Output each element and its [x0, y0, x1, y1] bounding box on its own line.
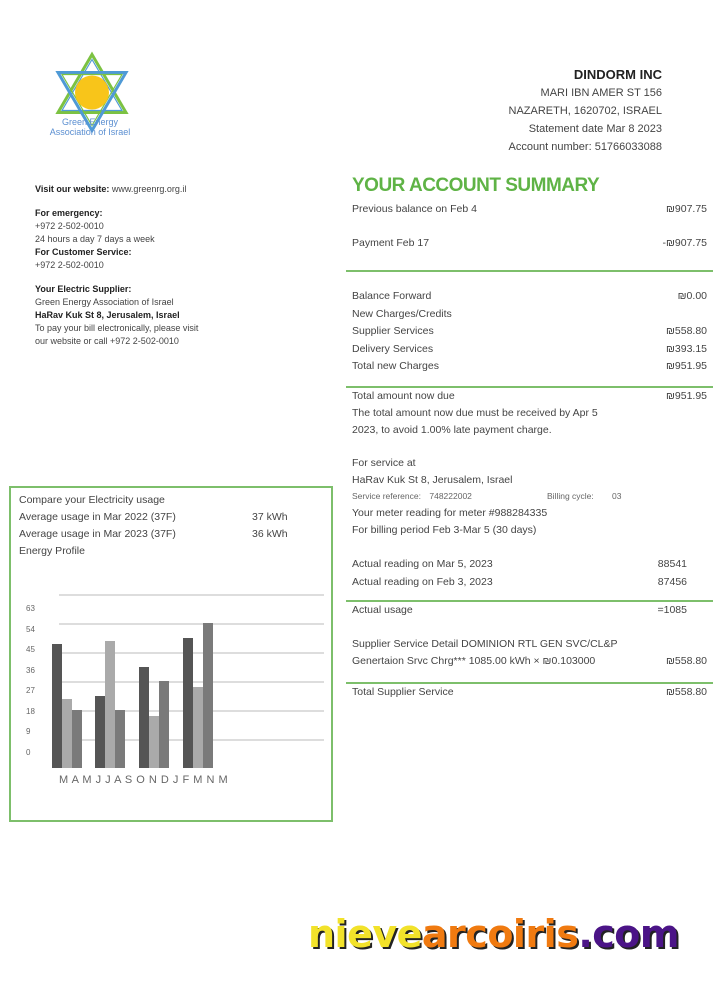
- balance-forward-row: [352, 290, 707, 302]
- row-value: ₪951.95: [665, 390, 707, 402]
- account-summary-title: YOUR ACCOUNT SUMMARY: [352, 175, 600, 196]
- y-tick-label: 54: [26, 624, 35, 634]
- billing-period: For billing period Feb 3-Mar 5 (30 days): [352, 524, 537, 536]
- avg-2022-value: 37 kWh: [252, 511, 288, 523]
- chart-bar: [105, 641, 115, 768]
- for-service-at: For service at: [352, 457, 416, 469]
- address-line-1: MARI IBN AMER ST 156: [540, 87, 662, 99]
- y-tick-label: 63: [26, 604, 35, 613]
- chart-bar: [159, 681, 169, 768]
- customer-address-block: [508, 66, 662, 156]
- chart-x-axis: M A M J J A S O N D J F M N M: [59, 774, 229, 786]
- pay-note-1: To pay your bill electronically, please visit: [35, 323, 199, 333]
- row-value: ₪558.80: [665, 655, 707, 667]
- total-supplier-row: [352, 686, 707, 698]
- logo-line-1: Green Energy: [61, 117, 119, 127]
- chart-bars: [15, 580, 315, 768]
- reading-current-row: [352, 558, 707, 570]
- y-tick-label: 18: [26, 706, 35, 716]
- row-label: Payment Feb 17: [352, 237, 430, 249]
- chart-bar: [193, 687, 203, 768]
- due-note-2: 2023, to avoid 1.00% late payment charge.: [352, 424, 552, 436]
- website-link[interactable]: www.greenrg.org.il: [111, 184, 187, 194]
- due-note-1: The total amount now due must be received by Apr 5: [352, 407, 598, 419]
- pay-note-2: our website or call +972 2-502-0010: [35, 336, 179, 346]
- total-new-charges-row: [352, 360, 707, 372]
- avg-2023-value: 36 kWh: [252, 528, 288, 540]
- row-value: ₪951.95: [665, 360, 707, 372]
- chart-bar: [115, 710, 125, 768]
- chart-bar: [52, 644, 62, 768]
- row-value: -₪907.75: [662, 237, 707, 249]
- row-label: Previous balance on Feb 4: [352, 203, 477, 215]
- chart-bar: [72, 710, 82, 768]
- logo-caption: [30, 117, 150, 137]
- row-value: =1085: [657, 604, 687, 616]
- watermark-logo: [308, 912, 679, 956]
- energy-profile-label: Energy Profile: [19, 545, 85, 557]
- divider: [346, 600, 713, 602]
- address-line-2: NAZARETH, 1620702, ISRAEL: [508, 105, 662, 117]
- row-value: 88541: [657, 558, 687, 570]
- contact-info: [35, 183, 295, 348]
- chart-bar: [139, 667, 149, 769]
- usage-comparison: [19, 492, 309, 560]
- row-label: Actual usage: [352, 604, 413, 616]
- row-value: 87456: [657, 576, 687, 588]
- service-address: HaRav Kuk St 8, Jerusalem, Israel: [352, 474, 513, 486]
- watermark-part-2: arcoiris: [421, 912, 579, 956]
- chart-bar: [95, 696, 105, 769]
- y-tick-label: 27: [26, 686, 35, 695]
- row-label: New Charges/Credits: [352, 308, 452, 320]
- service-reference-value: 748222002: [429, 491, 472, 501]
- chart-bar: [149, 716, 159, 768]
- service-reference-row: [352, 491, 707, 501]
- divider: [346, 386, 713, 388]
- divider: [346, 270, 713, 272]
- row-label: Actual reading on Feb 3, 2023: [352, 576, 493, 588]
- row-value: ₪0.00: [677, 290, 707, 302]
- row-label: Total Supplier Service: [352, 686, 454, 698]
- y-tick-label: 0: [26, 747, 31, 757]
- supplier-services-row: [352, 325, 707, 337]
- row-label: Balance Forward: [352, 290, 432, 302]
- billing-cycle-label: Billing cycle:: [547, 491, 594, 501]
- divider: [346, 682, 713, 684]
- usage-title: Compare your Electricity usage: [19, 494, 165, 506]
- emergency-phone: +972 2-502-0010: [35, 221, 104, 231]
- y-tick-label: 45: [26, 645, 35, 654]
- customer-service-label: For Customer Service:: [35, 247, 132, 257]
- new-charges-heading: [352, 308, 707, 320]
- avg-2023-label: Average usage in Mar 2023 (37F): [19, 528, 176, 540]
- service-reference-label: Service reference:: [352, 491, 421, 501]
- y-tick-label: 36: [26, 665, 35, 675]
- row-value: ₪558.80: [665, 325, 707, 337]
- customer-service-phone: +972 2-502-0010: [35, 260, 104, 270]
- account-number: Account number: 51766033088: [508, 141, 662, 153]
- meter-reading: Your meter reading for meter #988284335: [352, 507, 548, 519]
- actual-usage-row: [352, 604, 707, 616]
- row-label: Actual reading on Mar 5, 2023: [352, 558, 493, 570]
- chart-bar: [203, 623, 213, 768]
- emergency-label: For emergency:: [35, 208, 103, 218]
- payment-row: [352, 237, 707, 249]
- supplier-detail-row: [352, 655, 707, 667]
- customer-name: DINDORM INC: [573, 67, 662, 82]
- row-label: Supplier Services: [352, 325, 434, 337]
- y-tick-label: 9: [26, 727, 31, 736]
- delivery-services-row: [352, 343, 707, 355]
- watermark-part-3: .com: [578, 912, 680, 956]
- watermark-part-1: nieve: [308, 912, 422, 956]
- reading-previous-row: [352, 576, 707, 588]
- billing-cycle-value: 03: [612, 491, 622, 501]
- row-label: Genertaion Srvc Chrg*** 1085.00 kWh × ₪0.103000: [352, 655, 596, 667]
- statement-date: Statement date Mar 8 2023: [528, 123, 662, 135]
- row-label: Total amount now due: [352, 390, 455, 402]
- supplier-label: Your Electric Supplier:: [35, 284, 132, 294]
- supplier-detail-line-1: Supplier Service Detail DOMINION RTL GEN SVC/CL&P: [352, 638, 618, 650]
- chart-bar: [183, 638, 193, 769]
- avg-2022-label: Average usage in Mar 2022 (37F): [19, 511, 176, 523]
- row-value: ₪907.75: [665, 203, 707, 215]
- row-value: ₪393.15: [665, 343, 707, 355]
- row-label: Total new Charges: [352, 360, 439, 372]
- supplier-address: HaRav Kuk St 8, Jerusalem, Israel: [35, 310, 180, 320]
- previous-balance-row: [352, 203, 707, 215]
- supplier-name: Green Energy Association of Israel: [35, 297, 174, 307]
- logo-line-2: Association of Israel: [49, 127, 131, 137]
- total-due-row: [352, 390, 707, 402]
- website-label: Visit our website:: [35, 184, 110, 194]
- chart-bar: [62, 699, 72, 768]
- emergency-hours: 24 hours a day 7 days a week: [35, 234, 155, 244]
- row-label: Delivery Services: [352, 343, 434, 355]
- energy-profile-chart: [15, 580, 315, 790]
- row-value: ₪558.80: [665, 686, 707, 698]
